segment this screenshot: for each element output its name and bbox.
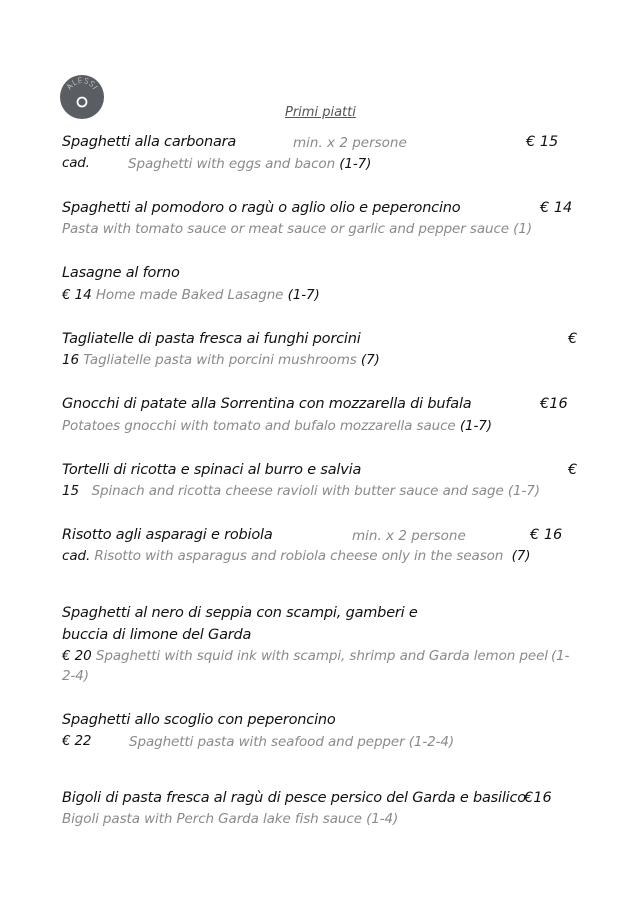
dish-name: Bigoli di pasta fresca al ragù di pesce persico del Garda e basilico (62, 790, 526, 806)
dish-description: Potatoes gnocchi with tomato and bufalo mozzarella sauce (1-7) (62, 418, 492, 434)
dish-name: Spaghetti al pomodoro o ragù o aglio olio e peperoncino (62, 200, 461, 216)
dish-name: Gnocchi di patate alla Sorrentina con mozzarella di bufala (62, 396, 472, 412)
dish-price: €16 (540, 396, 568, 412)
dish-description: Bigoli pasta with Perch Garda lake fish sauce (1-4) (62, 811, 399, 827)
dish-description: 16 Tagliatelle pasta with porcini mushrooms (7) (62, 352, 380, 368)
dish-price: € 16 (530, 527, 563, 543)
dish-name: Tortelli di ricotta e spinaci al burro e salvia (62, 462, 362, 478)
section-title: Primi piatti (285, 105, 356, 120)
dish-name: Spaghetti allo scoglio con peperoncino (62, 712, 336, 728)
dish-description: Spaghetti with eggs and bacon (1-7) (128, 156, 372, 172)
dish-description: cad. Risotto with asparagus and robiola cheese only in the season (7) (62, 548, 531, 564)
dish-allergens: (1- (551, 648, 570, 664)
dish-price: € (568, 462, 578, 478)
dish-description: 15 Spinach and ricotta cheese ravioli with butter sauce and sage (1-7) (62, 483, 540, 499)
price-unit: cad. (62, 155, 90, 171)
alessi-logo (60, 75, 104, 119)
dish-name: Spaghetti alla carbonara (62, 134, 237, 150)
dish-description: € 14 Home made Baked Lasagne (1-7) (62, 287, 320, 303)
dish-note: min. x 2 persone (293, 135, 407, 151)
dish-name-line2: buccia di limone del Garda (62, 627, 252, 643)
dish-name: Tagliatelle di pasta fresca ai funghi porcini (62, 331, 361, 347)
dish-price: € 15 (526, 134, 559, 150)
dish-description: € 20 Spaghetti with squid ink with scampi, shrimp and Garda lemon peel (62, 648, 548, 664)
dish-price: €16 (524, 790, 552, 806)
dish-price: € 22 (62, 733, 92, 749)
dish-price: € 14 (540, 200, 573, 216)
dish-description: Spaghetti pasta with seafood and pepper (1-2-4) (129, 734, 455, 750)
svg-text:ALESSI: ALESSI (64, 75, 100, 92)
dish-name: Risotto agli asparagi e robiola (62, 527, 273, 543)
dish-name: Spaghetti al nero di seppia con scampi, gamberi e (62, 605, 418, 621)
dish-description: Pasta with tomato sauce or meat sauce or garlic and pepper sauce (1) (62, 221, 532, 237)
dish-allergens-line2: 2-4) (62, 668, 89, 684)
dish-price: € (568, 331, 578, 347)
dish-name: Lasagne al forno (62, 265, 180, 281)
logo-mark-icon (60, 75, 104, 119)
dish-note: min. x 2 persone (352, 528, 466, 544)
